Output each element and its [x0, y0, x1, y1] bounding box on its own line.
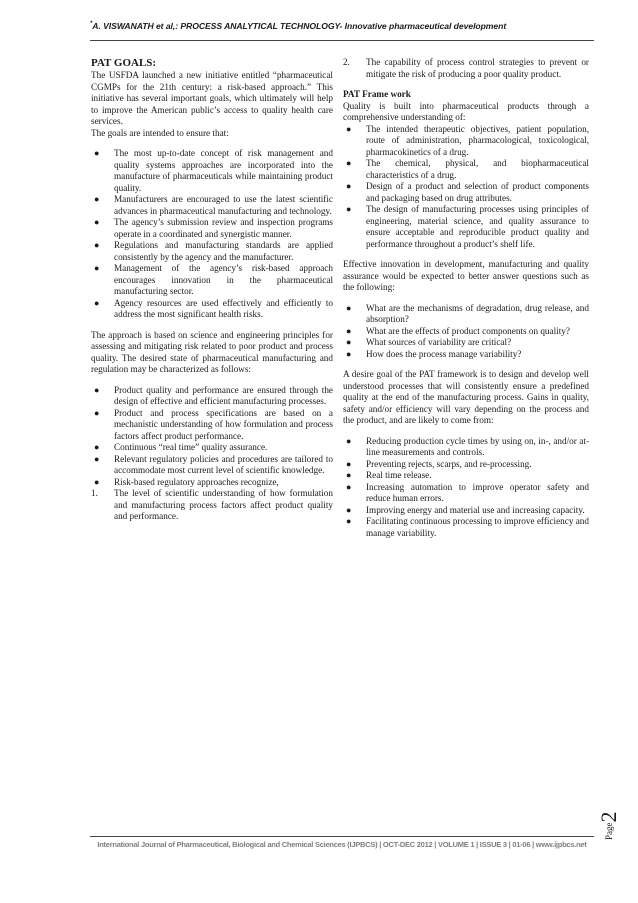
bullet-icon: ● [94, 384, 100, 395]
list-item: ● The intended therapeutic objectives, patient population, route of administration, pharmacological, toxicological, pharmacokinetics of a drug. [346, 123, 589, 157]
bullet-icon: ● [94, 217, 100, 227]
list-item: ● Design of a product and selection of product components and packaging based on drug attributes. [346, 181, 589, 203]
header-marker: * [90, 21, 93, 28]
header-title: A. VISWANATH et al,: PROCESS ANALYTICAL TECHNOLOGY- Innovative pharmaceutical development [92, 21, 507, 31]
bullet-icon: ● [346, 204, 352, 214]
list-item: ● Preventing rejects, scarps, and re-processing. [346, 458, 532, 469]
list-item: ● Increasing automation to improve operator safety and reduce human errors. [346, 481, 589, 503]
right-column [343, 57, 589, 539]
list-item: ● How does the process manage variability? [346, 348, 522, 359]
innovation-paragraph: Effective innovation in development, manufacturing and quality assurance would be expected to better answer questions such as the following: [343, 259, 589, 292]
list-item: ● What sources of variability are critical? [346, 337, 512, 347]
list-item: ● The chemical, physical, and biopharmaceutical characteristics of a drug. [346, 158, 589, 180]
approach-list [91, 385, 333, 523]
list-item: ● The most up-to-date concept of risk management and quality systems approaches are incorporated into the manufacture of pharmaceuticals while maintaining product quality. [94, 148, 333, 193]
framework-list [343, 124, 589, 251]
list-item: ● Regulations and manufacturing standards are applied consistently by the agency and the manufacturer. [94, 240, 333, 262]
bullet-icon: ● [346, 158, 352, 168]
bullet-icon: ● [94, 263, 100, 273]
list-item: ● The design of manufacturing processes using principles of engineering, material science, and quality assurance to ensure acceptable and reproducible product quality and performance throughout a product’s shelf life. [346, 204, 589, 249]
bullet-icon: ● [94, 194, 100, 204]
item-number: 1. [91, 488, 98, 498]
item-number: 2. [343, 57, 350, 67]
goal-paragraph: A desire goal of the PAT framework is to design and develop well understood processes that will consistently ensure a predefined quality at the end of the manufacturing process. Gains in quality, safety and/or efficiency will vary depending on the process and the product, and are likely to come from: [343, 369, 589, 425]
bullet-icon: ● [346, 435, 352, 446]
list-item: ● What are the effects of product components on quality? [346, 325, 570, 336]
bullet-icon: ● [94, 148, 100, 158]
list-item: ● Risk-based regulatory approaches recognize, [94, 476, 279, 487]
bullet-icon: ● [94, 442, 100, 452]
list-item: ● The agency’s submission review and inspection programs operate in a coordinated and synergistic manner. [94, 217, 333, 239]
bullet-icon: ● [346, 481, 352, 492]
goals-list [91, 148, 333, 321]
left-column [91, 57, 333, 523]
list-item: ● Reducing production cycle times by using on, in-, and/or at-line measurements and controls. [346, 435, 589, 457]
framework-lead: Quality is built into pharmaceutical products through a comprehensive understanding of: [343, 100, 589, 122]
approach-paragraph: The approach is based on science and engineering principles for assessing and mitigating risk related to poor product and process quality. The desired state of pharmaceutical manufacturing and regulation may be characterized as follows: [91, 329, 333, 374]
bullet-icon: ● [346, 458, 352, 469]
bullet-icon: ● [94, 240, 100, 250]
list-item: ● Management of the agency’s risk-based approach encourages innovation in the pharmaceutical manufacturing sector. [94, 263, 333, 296]
header-rule [90, 40, 594, 41]
pat-goals-heading: PAT GOALS: [91, 57, 157, 69]
list-item: ● Real time release. [346, 470, 432, 480]
numbered-continuation [343, 57, 589, 80]
goals-lead: The goals are intended to ensure that: [91, 127, 229, 138]
bullet-icon: ● [346, 516, 352, 526]
bullet-icon: ● [94, 476, 100, 487]
numbered-item: 2. The capability of process control strategies to prevent or mitigate the risk of producing a poor quality product. [343, 57, 589, 79]
bullet-icon: ● [94, 297, 100, 308]
page-number-tag [596, 780, 626, 840]
bullet-icon: ● [346, 325, 352, 336]
bullet-icon: ● [346, 123, 352, 134]
list-item: ● Agency resources are used effectively and efficiently to address the most significant health risks. [94, 297, 333, 319]
intro-paragraph: The USFDA launched a new initiative entitled “pharmaceutical CGMPs for the 21th century: a risk-based approach.” This initiative has several important goals, which ultimately will help to improve the American public’s access to quality health care services. [91, 70, 333, 126]
running-header [90, 21, 590, 31]
bullet-icon: ● [94, 407, 100, 418]
list-item: ● Improving energy and material use and increasing capacity. [346, 504, 585, 515]
list-item: ● Continuous “real time” quality assurance. [94, 442, 268, 452]
list-item: ● Relevant regulatory policies and procedures are tailored to accommodate most current level of scientific knowledge. [94, 453, 333, 475]
numbered-item: 1. The level of scientific understanding of how formulation and manufacturing process factors affect product quality and performance. [91, 488, 333, 521]
footer-rule [90, 836, 594, 837]
list-item: ● Facilitating continuous processing to improve efficiency and manage variability. [346, 516, 589, 538]
list-item: ● Product and process specifications are based on a mechanistic understanding of how formulation and process factors affect product performance. [94, 407, 333, 441]
page-word: Page [604, 822, 614, 840]
questions-list [343, 303, 589, 361]
bullet-icon: ● [346, 470, 352, 480]
list-item: ● Manufacturers are encouraged to use the latest scientific advances in pharmaceutical manufacturing and technology. [94, 194, 333, 216]
gains-list [343, 436, 589, 540]
bullet-icon: ● [346, 348, 352, 359]
framework-heading: PAT Frame work [343, 89, 411, 99]
bullet-icon: ● [346, 504, 352, 515]
page-number: 2 [596, 811, 621, 823]
list-item: ● Product quality and performance are ensured through the design of effective and efficient manufacturing processes. [94, 384, 333, 406]
journal-footer: International Journal of Pharmaceutical, Biological and Chemical Sciences (IJPBCS) | OCT-DEC 2012 | VOLUME 1 | ISSUE 3 | 01-06 | www.ijpbcs.net [97, 840, 587, 849]
bullet-icon: ● [346, 181, 352, 191]
bullet-icon: ● [94, 453, 100, 464]
list-item: ● What are the mechanisms of degradation, drug release, and absorption? [346, 302, 589, 324]
bullet-icon: ● [346, 302, 352, 313]
bullet-icon: ● [346, 337, 352, 347]
